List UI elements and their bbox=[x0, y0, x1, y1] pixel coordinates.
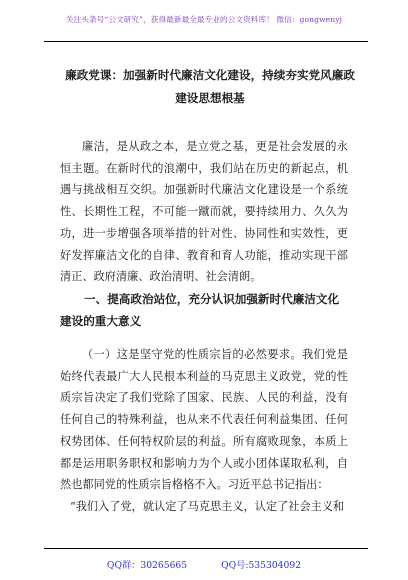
paragraph-quote: “我们入了党，就认定了马克思主义，认定了社会主义和 bbox=[70, 500, 345, 513]
paragraph-section-1-1: （一）这是坚守党的性质宗旨的必然要求。我们党是始终代表最广大人民根本利益的马克思主义政党，党的性质宗旨决定了我们党除了国家、民族、人民的利益，没有任何自己的特殊利益，也从来不代表任何利益集团、任何权势团体、任何特权阶层的利益。所有腐败现象，本质上都是运用职务职权和影响力为个人或小团体谋取私利，自然也都同党的性质宗旨格格不入。习近平总书记指出： bbox=[60, 348, 348, 492]
qq-number-text: QQ号:535304092 bbox=[221, 560, 302, 571]
paragraph-intro: 廉洁，是从政之本，是立党之基，更是社会发展的永恒主题。在新时代的浪潮中，我们站在历史的新起点，机遇与挑战相互交织。加强新时代廉洁文化建设是一个系统性、长期性工程，不可能一蹴而就，要持续用力、久久为功，进一步增强各项举措的针对性、协同性和实效性，更好发挥廉洁文化的自律、教育和育人功能，推动实现干部清正、政府清廉、政治清明、社会清朗。 bbox=[60, 140, 348, 284]
header-divider bbox=[44, 41, 368, 42]
footer-divider bbox=[44, 548, 368, 549]
document-title: 廉政党课：加强新时代廉洁文化建设，持续夯实党风廉政建设思想根基 bbox=[65, 68, 355, 105]
section-heading-1: 一、提高政治站位，充分认识加强新时代廉洁文化建设的重大意义 bbox=[60, 292, 340, 328]
qq-group-text: QQ群：30265665 bbox=[106, 560, 188, 571]
contact-footer bbox=[0, 557, 408, 571]
promo-header: 关注头条号“公文研究”，获得最新最全最专业的公文资料库！ 微信：gongwenyj bbox=[65, 15, 343, 24]
